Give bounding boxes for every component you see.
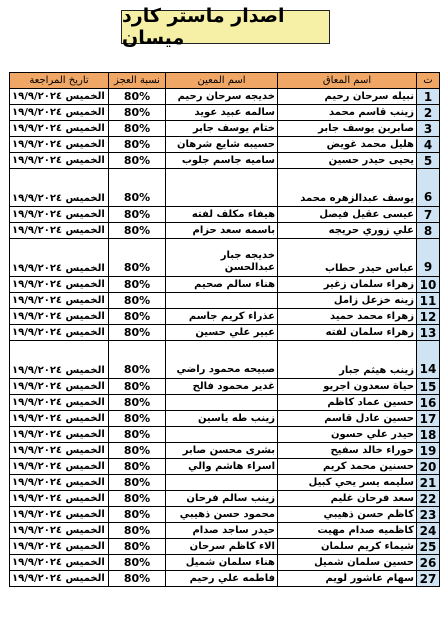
row-disabled-name: صابرين يوسف جابر: [278, 121, 417, 137]
row-date: الخميس ١٩/٩/٢٠٢٤: [10, 507, 109, 523]
row-pct: 80%: [109, 427, 166, 443]
table-row: [10, 309, 440, 325]
row-date: الخميس ١٩/٩/٢٠٢٤: [10, 443, 109, 459]
row-number: 5: [417, 153, 440, 169]
table-row: [10, 239, 440, 277]
row-date: الخميس ١٩/٩/٢٠٢٤: [10, 411, 109, 427]
row-disabled-name: زهراء محمد حميد: [278, 309, 417, 325]
row-number: 12: [417, 309, 440, 325]
row-disabled-name: زينب قاسم محمد: [278, 105, 417, 121]
row-disabled-name: حسين عماد كاظم: [278, 395, 417, 411]
row-number: 20: [417, 459, 440, 475]
row-date: الخميس ١٩/٩/٢٠٢٤: [10, 137, 109, 153]
header-pct: نسبة العجز: [109, 73, 166, 89]
row-number: 15: [417, 379, 440, 395]
table-row: [10, 555, 440, 571]
row-number: 13: [417, 325, 440, 341]
row-helper-name: فاطمه علي رحيم: [166, 571, 278, 587]
row-disabled-name: يحيى حيدر حسين: [278, 153, 417, 169]
table-row: [10, 223, 440, 239]
row-helper-name: حسيبه شايع شرهان: [166, 137, 278, 153]
row-pct: 80%: [109, 341, 166, 379]
table-body: [10, 89, 440, 587]
title-box: [121, 5, 330, 49]
table-row: [10, 427, 440, 443]
row-helper-name: خديجه سرحان رحيم: [166, 89, 278, 105]
row-disabled-name: زهراء سلمان لفته: [278, 325, 417, 341]
row-pct: 80%: [109, 571, 166, 587]
row-helper-name: زينب سالم فرحان: [166, 491, 278, 507]
row-helper-name: زينب طه ياسين: [166, 411, 278, 427]
row-date: الخميس ١٩/٩/٢٠٢٤: [10, 395, 109, 411]
row-date: الخميس ١٩/٩/٢٠٢٤: [10, 555, 109, 571]
row-helper-name: محمود حسن ذهيبي: [166, 507, 278, 523]
page-title: اصدار ماستر كارد ميسان: [122, 5, 285, 49]
row-date: الخميس ١٩/٩/٢٠٢٤: [10, 239, 109, 277]
row-number: 3: [417, 121, 440, 137]
row-disabled-name: كاظم حسن ذهيبي: [278, 507, 417, 523]
beneficiaries-table: [9, 72, 440, 587]
row-disabled-name: زينه خزعل زامل: [278, 293, 417, 309]
row-date: الخميس ١٩/٩/٢٠٢٤: [10, 207, 109, 223]
row-date: الخميس ١٩/٩/٢٠٢٤: [10, 89, 109, 105]
row-number: 6: [417, 169, 440, 207]
row-date: الخميس ١٩/٩/٢٠٢٤: [10, 427, 109, 443]
row-number: 23: [417, 507, 440, 523]
row-number: 18: [417, 427, 440, 443]
row-number: 1: [417, 89, 440, 105]
row-helper-name: [166, 427, 278, 443]
row-pct: 80%: [109, 507, 166, 523]
header-disabled: اسم المعاق: [278, 73, 417, 89]
header-num: ت: [417, 73, 440, 89]
row-helper-name: صبيحه محمود راضي: [166, 341, 278, 379]
row-disabled-name: عباس حيدر حطاب: [278, 239, 417, 277]
table-row: [10, 491, 440, 507]
row-pct: 80%: [109, 475, 166, 491]
row-number: 8: [417, 223, 440, 239]
table-row: [10, 89, 440, 105]
row-number: 25: [417, 539, 440, 555]
row-helper-name: [166, 293, 278, 309]
row-helper-name: خديجه جبار عبدالحسن: [166, 239, 278, 277]
row-pct: 80%: [109, 411, 166, 427]
row-pct: 80%: [109, 239, 166, 277]
row-helper-name: ساميه جاسم جلوب: [166, 153, 278, 169]
row-number: 7: [417, 207, 440, 223]
row-helper-name: حيدر ساجد صدام: [166, 523, 278, 539]
table-row: [10, 207, 440, 223]
row-pct: 80%: [109, 523, 166, 539]
table-row: [10, 459, 440, 475]
row-pct: 80%: [109, 121, 166, 137]
table-row: [10, 293, 440, 309]
row-disabled-name: زهراء سلمان زغير: [278, 277, 417, 293]
row-disabled-name: شيماء كريم سلمان: [278, 539, 417, 555]
row-helper-name: عذراء كريم جاسم: [166, 309, 278, 325]
row-disabled-name: علي زوري حريجه: [278, 223, 417, 239]
row-pct: 80%: [109, 459, 166, 475]
row-helper-name: [166, 169, 278, 207]
row-pct: 80%: [109, 539, 166, 555]
row-disabled-name: نبيله سرحان رحيم: [278, 89, 417, 105]
row-pct: 80%: [109, 223, 166, 239]
row-pct: 80%: [109, 309, 166, 325]
row-pct: 80%: [109, 169, 166, 207]
row-pct: 80%: [109, 105, 166, 121]
row-number: 21: [417, 475, 440, 491]
row-number: 17: [417, 411, 440, 427]
header-date: تاريخ المراجعة: [10, 73, 109, 89]
table-row: [10, 507, 440, 523]
row-date: الخميس ١٩/٩/٢٠٢٤: [10, 223, 109, 239]
table-row: [10, 277, 440, 293]
table-row: [10, 571, 440, 587]
row-disabled-name: حسين عادل قاسم: [278, 411, 417, 427]
row-date: الخميس ١٩/٩/٢٠٢٤: [10, 379, 109, 395]
table-row: [10, 379, 440, 395]
row-helper-name: ختام يوسف جابر: [166, 121, 278, 137]
row-number: 4: [417, 137, 440, 153]
row-pct: 80%: [109, 395, 166, 411]
table-row: [10, 153, 440, 169]
row-date: الخميس ١٩/٩/٢٠٢٤: [10, 293, 109, 309]
row-helper-name: غدير محمود فالح: [166, 379, 278, 395]
row-number: 19: [417, 443, 440, 459]
row-number: 14: [417, 341, 440, 379]
row-pct: 80%: [109, 555, 166, 571]
row-pct: 80%: [109, 277, 166, 293]
row-pct: 80%: [109, 137, 166, 153]
table-row: [10, 169, 440, 207]
row-date: الخميس ١٩/٩/٢٠٢٤: [10, 277, 109, 293]
header-helper: اسم المعين: [166, 73, 278, 89]
table-row: [10, 121, 440, 137]
row-helper-name: هيفاء مكلف لفته: [166, 207, 278, 223]
row-number: 26: [417, 555, 440, 571]
row-disabled-name: هليل محمد غويض: [278, 137, 417, 153]
row-disabled-name: حسنين محمد كريم: [278, 459, 417, 475]
row-date: الخميس ١٩/٩/٢٠٢٤: [10, 491, 109, 507]
row-pct: 80%: [109, 325, 166, 341]
row-date: الخميس ١٩/٩/٢٠٢٤: [10, 169, 109, 207]
row-disabled-name: حيدر علي حسون: [278, 427, 417, 443]
table-header-row: [10, 73, 440, 89]
row-number: 2: [417, 105, 440, 121]
row-disabled-name: حسين سلمان شميل: [278, 555, 417, 571]
row-disabled-name: سعد فرحان غليم: [278, 491, 417, 507]
table-row: [10, 341, 440, 379]
row-date: الخميس ١٩/٩/٢٠٢٤: [10, 105, 109, 121]
table-row: [10, 395, 440, 411]
row-disabled-name: حوراء خالد سفيح: [278, 443, 417, 459]
row-number: 22: [417, 491, 440, 507]
row-number: 16: [417, 395, 440, 411]
row-disabled-name: سليمه يسر يحي كبيل: [278, 475, 417, 491]
row-helper-name: [166, 475, 278, 491]
row-date: الخميس ١٩/٩/٢٠٢٤: [10, 459, 109, 475]
row-number: 9: [417, 239, 440, 277]
row-disabled-name: حياة سعدون اجريو: [278, 379, 417, 395]
row-helper-name: بشرى محسن صابر: [166, 443, 278, 459]
table-row: [10, 523, 440, 539]
row-date: الخميس ١٩/٩/٢٠٢٤: [10, 341, 109, 379]
row-pct: 80%: [109, 207, 166, 223]
table-row: [10, 411, 440, 427]
row-helper-name: عبير علي حسين: [166, 325, 278, 341]
row-date: الخميس ١٩/٩/٢٠٢٤: [10, 523, 109, 539]
table-row: [10, 325, 440, 341]
row-date: الخميس ١٩/٩/٢٠٢٤: [10, 325, 109, 341]
row-helper-name: سالمه عبيد عويد: [166, 105, 278, 121]
row-date: الخميس ١٩/٩/٢٠٢٤: [10, 571, 109, 587]
row-disabled-name: عيسى عقيل فيصل: [278, 207, 417, 223]
row-disabled-name: زينب هيثم جبار: [278, 341, 417, 379]
table-row: [10, 475, 440, 491]
row-pct: 80%: [109, 379, 166, 395]
row-pct: 80%: [109, 153, 166, 169]
table-row: [10, 539, 440, 555]
row-number: 24: [417, 523, 440, 539]
row-number: 10: [417, 277, 440, 293]
row-disabled-name: يوسف عبدالزهره محمد: [278, 169, 417, 207]
row-helper-name: الاء كاظم سرحان: [166, 539, 278, 555]
row-date: الخميس ١٩/٩/٢٠٢٤: [10, 475, 109, 491]
row-date: الخميس ١٩/٩/٢٠٢٤: [10, 121, 109, 137]
row-helper-name: باسمه سعد حزام: [166, 223, 278, 239]
row-date: الخميس ١٩/٩/٢٠٢٤: [10, 539, 109, 555]
row-pct: 80%: [109, 293, 166, 309]
row-pct: 80%: [109, 443, 166, 459]
row-helper-name: اسراء هاشم والي: [166, 459, 278, 475]
row-number: 27: [417, 571, 440, 587]
table-row: [10, 105, 440, 121]
row-pct: 80%: [109, 491, 166, 507]
row-number: 11: [417, 293, 440, 309]
row-helper-name: هناء سالم صحيم: [166, 277, 278, 293]
row-date: الخميس ١٩/٩/٢٠٢٤: [10, 309, 109, 325]
row-date: الخميس ١٩/٩/٢٠٢٤: [10, 153, 109, 169]
table-row: [10, 137, 440, 153]
row-disabled-name: كاظميه صدام مهيت: [278, 523, 417, 539]
row-helper-name: هناء سلمان شميل: [166, 555, 278, 571]
row-helper-name: [166, 395, 278, 411]
table-row: [10, 443, 440, 459]
row-pct: 80%: [109, 89, 166, 105]
row-disabled-name: سهام عاشور لويم: [278, 571, 417, 587]
